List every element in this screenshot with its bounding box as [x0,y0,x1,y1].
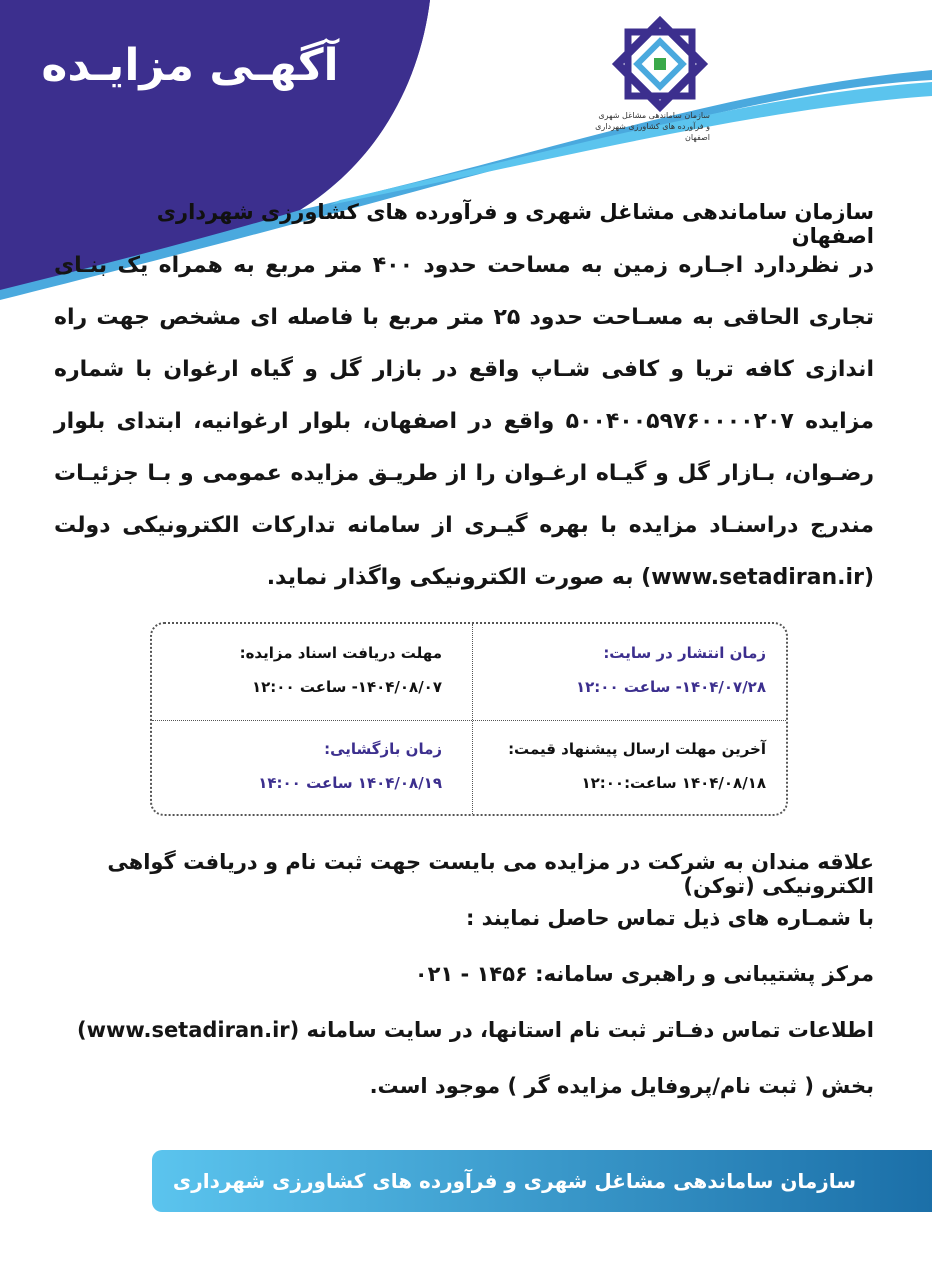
docs-deadline-cell [158,624,458,720]
publish-time-cell [482,624,782,720]
opening-time-cell [158,720,458,816]
contact-line-4: اطلاعات تماس دفـاتر ثبت نام استانها، در سایت سامانه (www.setadiran.ir) [77,1018,874,1042]
bid-deadline-label: آخرین مهلت ارسال پیشنهاد قیمت: [508,740,766,758]
table-divider-vertical [472,624,473,814]
publish-time-label: زمان انتشار در سایت: [603,644,766,662]
docs-deadline-label: مهلت دریافت اسناد مزایده: [239,644,442,662]
contact-line-3: مرکز پشتیبانی و راهبری سامانه: ۱۴۵۶ - ۰۲۱ [414,962,874,986]
logo-caption [592,110,710,143]
bid-deadline-value: ۱۴۰۴/۰۸/۱۸ ساعت:۱۲:۰۰ [581,774,766,792]
docs-deadline-value: ۱۴۰۴/۰۸/۰۷- ساعت ۱۲:۰۰ [251,678,442,696]
publish-time-value: ۱۴۰۴/۰۷/۲۸- ساعت ۱۲:۰۰ [575,678,766,696]
contact-line-2: با شمـاره های ذیل تماس حاصل نمایند : [465,906,874,930]
contact-line-1: علاقه مندان به شرکت در مزایده می بایست جهت ثبت نام و دریافت گواهی الکترونیکی (توکن) [107,850,874,898]
page-title: آگهـی مزایـده [41,40,339,91]
schedule-table [150,622,788,816]
bid-deadline-cell [482,720,782,816]
logo-caption-line2: و فرآورده های کشاورزی شهرداری اصفهان [595,122,710,142]
logo-caption-line1: سازمان ساماندهی مشاغل شهری [598,111,710,120]
opening-time-value: ۱۴۰۴/۰۸/۱۹ ساعت ۱۴:۰۰ [258,774,442,792]
footer-text: سازمان ساماندهی مشاغل شهری و فرآورده های کشاورزی شهرداری اصفهان [172,1169,856,1255]
announcement-body: در نظردارد اجـاره زمین به مساحت حدود ۴۰۰ متر مربع به همراه یک بنـای تجاری الحاقی به مسـاحت حدود ۲۵ متر مربع با فاصله ای مشخص جهت راه اندازی کافه تریا و کافی شـاپ واقع در بازار گل و گیاه ارغوان با شماره مزایده ۵۰۰۴۰۰۵۹۷۶۰۰۰۰۲۰۷ واقع در اصفهان، بلوار ارغوانیه، ابتدای بلوار رضـوان، بـازار گل و گیـاه ارغـوان را از طریـق مزایده عمومی و بـا جزئیـات مندرج دراسنـاد مزایده با بهره گیـری از سامانه تدارکات الکترونیکی دولت (www.setadiran.ir) به صورت الکترونیکی واگذار نماید. [54,253,874,590]
opening-time-label: زمان بازگشایی: [324,740,442,758]
contact-line-5: بخش ( ثبت نام/پروفایل مزایده گر ) موجود است. [369,1074,874,1098]
footer-bar [152,1150,932,1255]
organization-heading: سازمان ساماندهی مشاغل شهری و فرآورده های کشاورزی شهرداری اصفهان [156,200,874,248]
